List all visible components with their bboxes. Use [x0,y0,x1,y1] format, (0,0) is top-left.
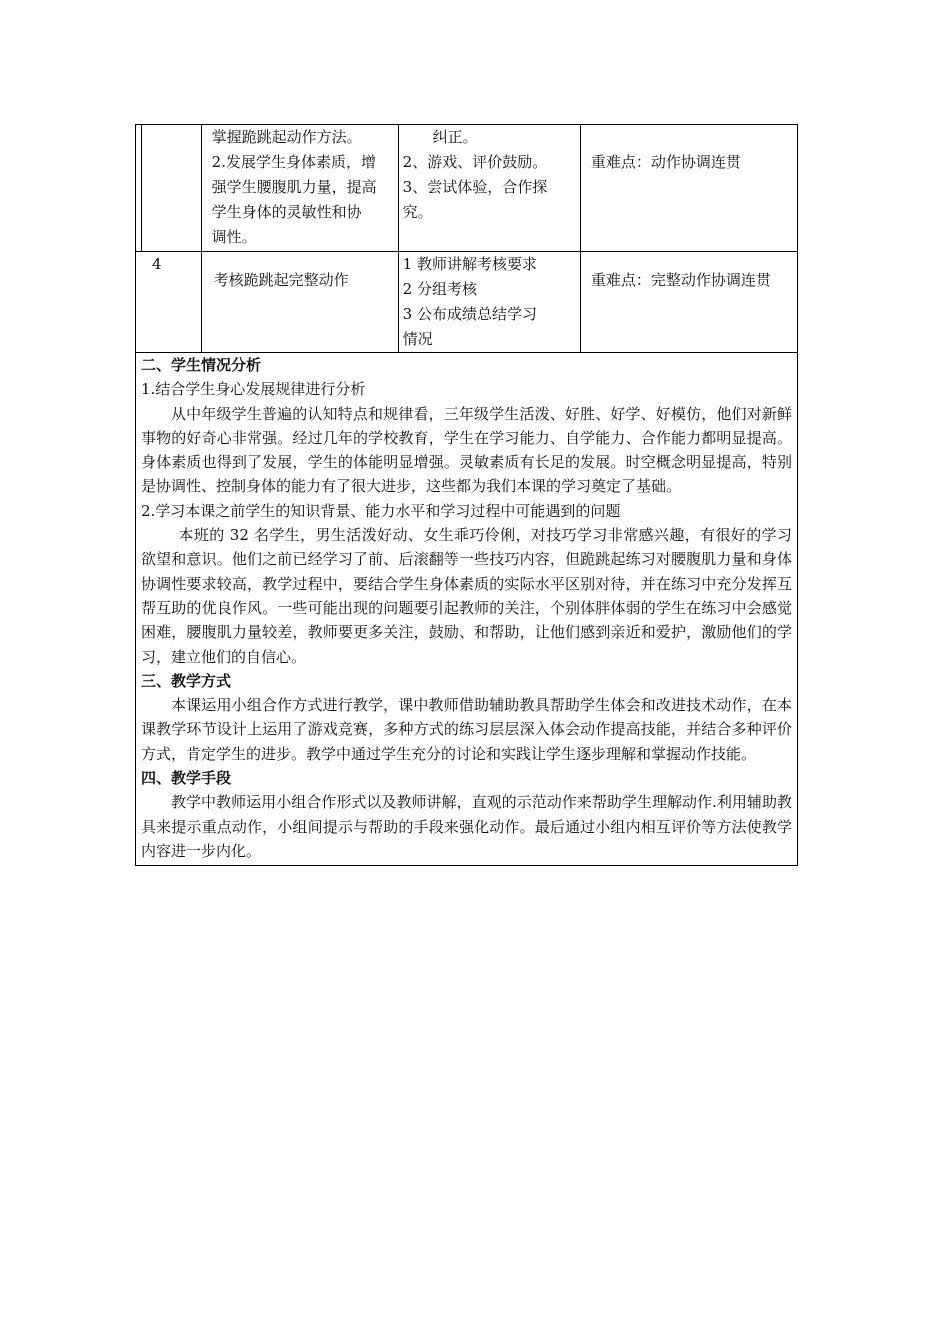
step-number-cell: 4 [136,252,202,353]
paragraph: 教学中教师运用小组合作形式以及教师讲解，直观的示范动作来帮助学生理解动作.利用辅助教具来提示重点动作，小组间提示与帮助的手段来强化动作。最后通过小组内相互评价等方法使教学内容进一步内化。 [141,793,792,860]
analysis-section [136,353,798,866]
method-line: 2 分组考核 [402,280,477,298]
method-line: 2、游戏、评价鼓励。 [402,153,548,171]
paragraph: 本班的 32 名学生，男生活泼好动、女生乖巧伶俐，对技巧学习非常感兴趣，有很好的学习欲望和意识。他们之前已经学习了前、后滚翻等一些技巧内容，但跪跳起练习对腰腹肌力量和身体协调性要求较高，教学过程中，要结合学生身体素质的实际水平区别对待，并在练习中充分发挥互帮互助的优良作风。一些可能出现的问题要引起教师的关注，个别体胖体弱的学生在练习中会感觉困难，腰腹肌力量较差，教师要更多关注，鼓励、和帮助，让他们感到亲近和爱护，激励他们的学习，建立他们的自信心。 [141,526,792,666]
paragraph: 本课运用小组合作方式进行教学，课中教师借助辅助教具帮助学生体会和改进技术动作，在本课教学环节设计上运用了游戏竞赛，多种方式的练习层层深入体会动作提高技能，并结合多种评价方式，肯定学生的进步。教学中通过学生充分的讨论和实践让学生逐步理解和掌握动作技能。 [141,696,792,763]
table-row [136,252,798,353]
method-line: 1 教师讲解考核要求 [402,255,537,273]
goal-line: 学生身体的灵敏性和协 [211,203,362,221]
sub-heading: 1.结合学生身心发展规律进行分析 [141,380,366,399]
sub-heading: 2.学习本课之前学生的知识背景、能力水平和学习过程中可能遇到的问题 [141,501,621,520]
step-number-cell [136,125,202,252]
method-cell [398,252,580,353]
method-line: 纠正。 [432,128,478,146]
goal-line: 强学生腰腹肌力量，提高 [211,178,377,196]
lesson-plan-table [135,124,798,866]
section-heading: 二、学生情况分析 [141,356,262,374]
goal-line: 调性。 [211,228,257,246]
table-row [136,125,798,252]
method-line: 究。 [402,203,433,221]
section-heading: 四、教学手段 [141,769,232,788]
table-row [136,353,798,866]
paragraph: 从中年级学生普遍的认知特点和规律看，三年级学生活泼、好胜、好学、好模仿，他们对新鲜事物的好奇心非常强。经过几年的学校教育，学生在学习能力、自学能力、合作能力都明显提高。身体素质也得到了发展，学生的体能明显增强。灵敏素质有长足的发展。时空概念明显提高，特别是协调性、控制身体的能力有了很大进步，这些都为我们本课的学习奠定了基础。 [141,404,792,496]
method-line: 情况 [402,330,433,348]
method-cell [398,125,580,252]
section-heading: 三、教学方式 [141,671,232,690]
key-point-cell: 重难点：动作协调连贯 [580,125,797,252]
goal-cell [201,125,398,252]
goal-cell: 考核跪跳起完整动作 [201,252,398,353]
method-line: 3、尝试体验，合作探 [402,178,548,196]
key-point-cell: 重难点：完整动作协调连贯 [580,252,797,353]
method-line: 3 公布成绩总结学习 [402,305,537,323]
goal-line: 2.发展学生身体素质，增 [211,153,376,171]
goal-line: 掌握跪跳起动作方法。 [211,128,362,146]
